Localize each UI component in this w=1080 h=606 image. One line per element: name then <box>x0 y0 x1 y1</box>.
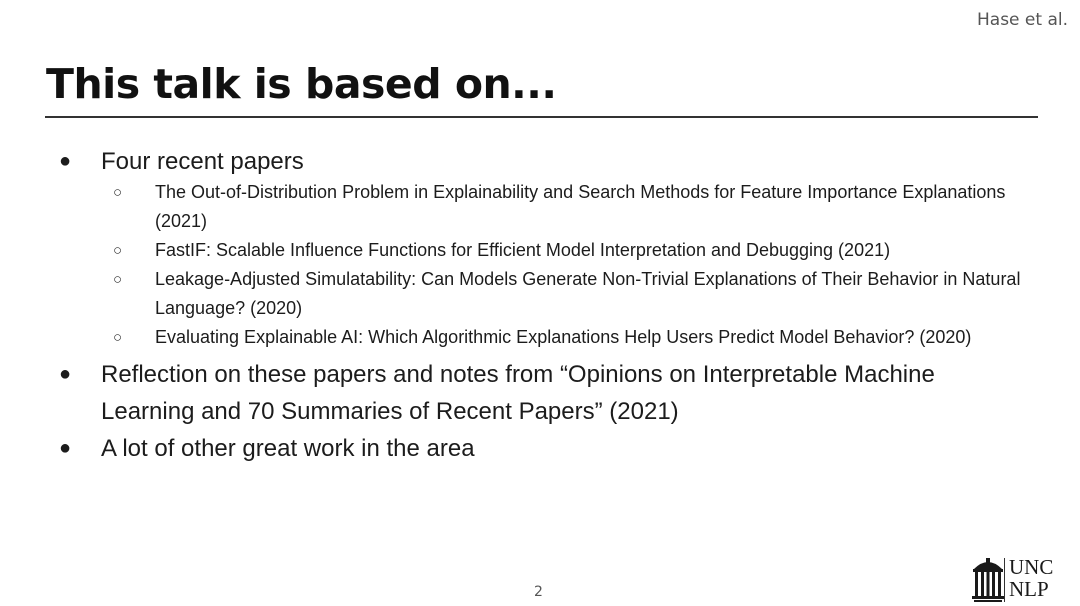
sub-bullet-item <box>0 265 1035 323</box>
bullet-list <box>0 143 1080 467</box>
sub-bullet-item <box>0 236 1035 265</box>
title-divider <box>45 116 1038 118</box>
sub-bullet-item <box>0 323 1035 352</box>
bullet-icon: ● <box>59 363 72 385</box>
author-label: Hase et al. <box>977 10 1068 30</box>
sub-bullet-icon: ○ <box>113 184 123 201</box>
bullet-icon: ● <box>59 437 72 459</box>
old-well-icon <box>972 557 1004 603</box>
logo-text <box>1009 556 1053 600</box>
sub-bullet-icon: ○ <box>113 329 123 346</box>
logo-line-nlp: NLP <box>1009 577 1049 601</box>
bullet-text: Reflection on these papers and notes from “Opinions on Interpretable Machine Learning and 70 Summaries of Recent Papers” (2021) <box>101 361 935 425</box>
sub-bullet-text: The Out-of-Distribution Problem in Explainability and Search Methods for Feature Importance Explanations (2021) <box>155 182 1006 231</box>
sub-bullet-item <box>0 178 1035 236</box>
sub-bullet-text: Evaluating Explainable AI: Which Algorithmic Explanations Help Users Predict Model Behavior? (2020) <box>155 327 972 347</box>
sub-bullet-icon: ○ <box>113 242 123 259</box>
unc-nlp-logo <box>972 556 1070 604</box>
bullet-item <box>0 430 1001 467</box>
bullet-icon: ● <box>59 150 72 172</box>
page-number: 2 <box>534 584 543 600</box>
bullet-text: A lot of other great work in the area <box>101 435 475 462</box>
sub-bullet-list <box>0 178 1080 352</box>
logo-line-unc: UNC <box>1009 555 1054 579</box>
bullet-item <box>0 143 1001 180</box>
logo-divider <box>1004 558 1005 602</box>
bullet-text: Four recent papers <box>101 148 304 175</box>
sub-bullet-text: FastIF: Scalable Influence Functions for Efficient Model Interpretation and Debugging (2021) <box>155 240 891 260</box>
sub-bullet-icon: ○ <box>113 271 123 288</box>
sub-bullet-text: Leakage-Adjusted Simulatability: Can Models Generate Non-Trivial Explanations of Their Behavior in Natural Language? (2020) <box>155 269 1021 318</box>
slide-title: This talk is based on... <box>46 60 557 108</box>
bullet-item <box>0 356 1001 430</box>
